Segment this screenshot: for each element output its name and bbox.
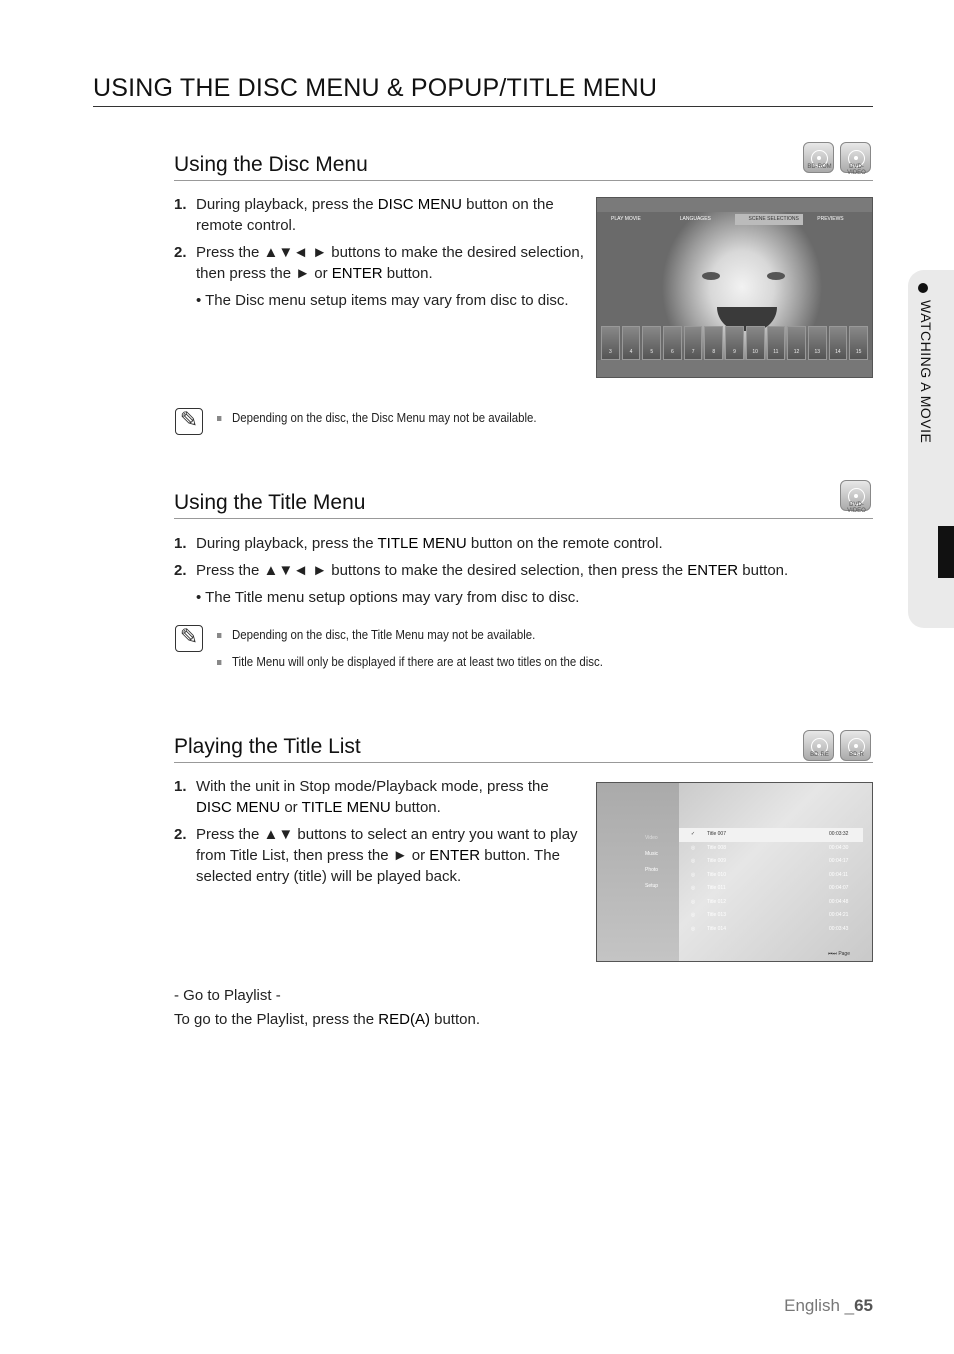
title-menu-steps [174,533,864,608]
step-2: 2. Press the ▲▼ buttons to select an entry you want to play from Title List, then press the ► or ENTER button. The selected entry (title) will be played back. [174,826,578,885]
step-2: 2. Press the ▲▼◄ ► buttons to make the desired selection, then press the ► or ENTER button. [174,244,584,282]
dvd-video-badge: DVD-VIDEO [840,142,873,176]
playlist-text: To go to the Playlist, press the RED(A) button. [174,1011,480,1028]
step-1: 1. With the unit in Stop mode/Playback mode, press the DISC MENU or TITLE MENU button. [174,778,549,816]
menu-photo: Photo [645,867,659,873]
section-title-disc-menu [174,153,873,181]
playlist-heading: - Go to Playlist - [174,987,281,1004]
menu-setup: Setup [645,883,659,889]
section-title-title-menu [174,491,873,519]
scene-strip: 3 4 5 6 7 8 9 10 11 12 13 14 15 [601,326,868,360]
page-title: USING THE DISC MENU & POPUP/TITLE MENU [93,74,873,107]
title-menu-note-1: Depending on the disc, the Title Menu may not be available. [217,627,535,642]
bd-rom-badge: BD-ROM [803,142,836,176]
step-bullet: • The Disc menu setup items may vary from disc to disc. [196,292,569,309]
disc-menu-steps [174,194,586,311]
disc-menu-note: Depending on the disc, the Disc Menu may not be available. [217,410,537,425]
bd-r-badge: BD-R [840,730,873,758]
list-item: ◎ Title 014 00:03:43 [690,925,849,932]
list-item: ◎ Title 012 00:04:48 [690,898,849,905]
playlist-info [174,985,674,1030]
page-nav: ⏮⏭ Page [827,951,850,957]
section-title-text: Using the Title Menu [174,491,366,514]
section-title-title-list [174,735,873,763]
list-item: ◎ Title 010 00:04:11 [690,871,849,878]
note-icon: ✎ [175,408,203,435]
title-list-steps [174,776,579,893]
dvd-video-badge: DVD-VIDEO [840,480,873,514]
note-icon: ✎ [175,625,203,652]
list-item: ◎ Title 008 00:04:30 [690,844,849,851]
title-list-sidebar [597,783,679,961]
step-1: 1. During playback, press the DISC MENU button on the remote control. [174,196,554,234]
section-side-tab [908,270,954,628]
list-item: ✓ Title 007 00:03:32 [679,828,863,842]
list-item: ◎ Title 009 00:04:17 [690,858,849,864]
list-item: ◎ Title 013 00:04:21 [690,912,849,918]
title-menu-note-2: Title Menu will only be displayed if there are at least two titles on the disc. [217,654,603,669]
menu-music: Music [645,851,659,857]
disc-menu-screenshot [596,197,873,378]
menu-video: Video [645,835,658,841]
title-list [679,828,863,936]
step-1: 1. During playback, press the TITLE MENU button on the remote control. [174,535,663,552]
section-title-text: Playing the Title List [174,735,361,758]
bd-re-badge: BD-RE [803,730,836,758]
disc-menu-tabs: PLAY MOVIE LANGUAGES SCENE SELECTIONS PREVIEWS [597,214,872,225]
section-title-text: Using the Disc Menu [174,153,368,176]
side-tab-marker [938,526,954,578]
bullet-dot-icon [918,283,928,293]
page-number: 65 [854,1296,873,1315]
list-item: ◎ Title 011 00:04:07 [690,885,849,891]
side-tab-label: WATCHING A MOVIE [918,300,934,444]
step-2: 2. Press the ▲▼◄ ► buttons to make the desired selection, then press the ENTER button. [174,562,789,579]
step-bullet: • The Title menu setup options may vary from disc to disc. [196,589,580,606]
title-list-screenshot [596,782,873,962]
page-footer: English _65 [784,1296,873,1315]
